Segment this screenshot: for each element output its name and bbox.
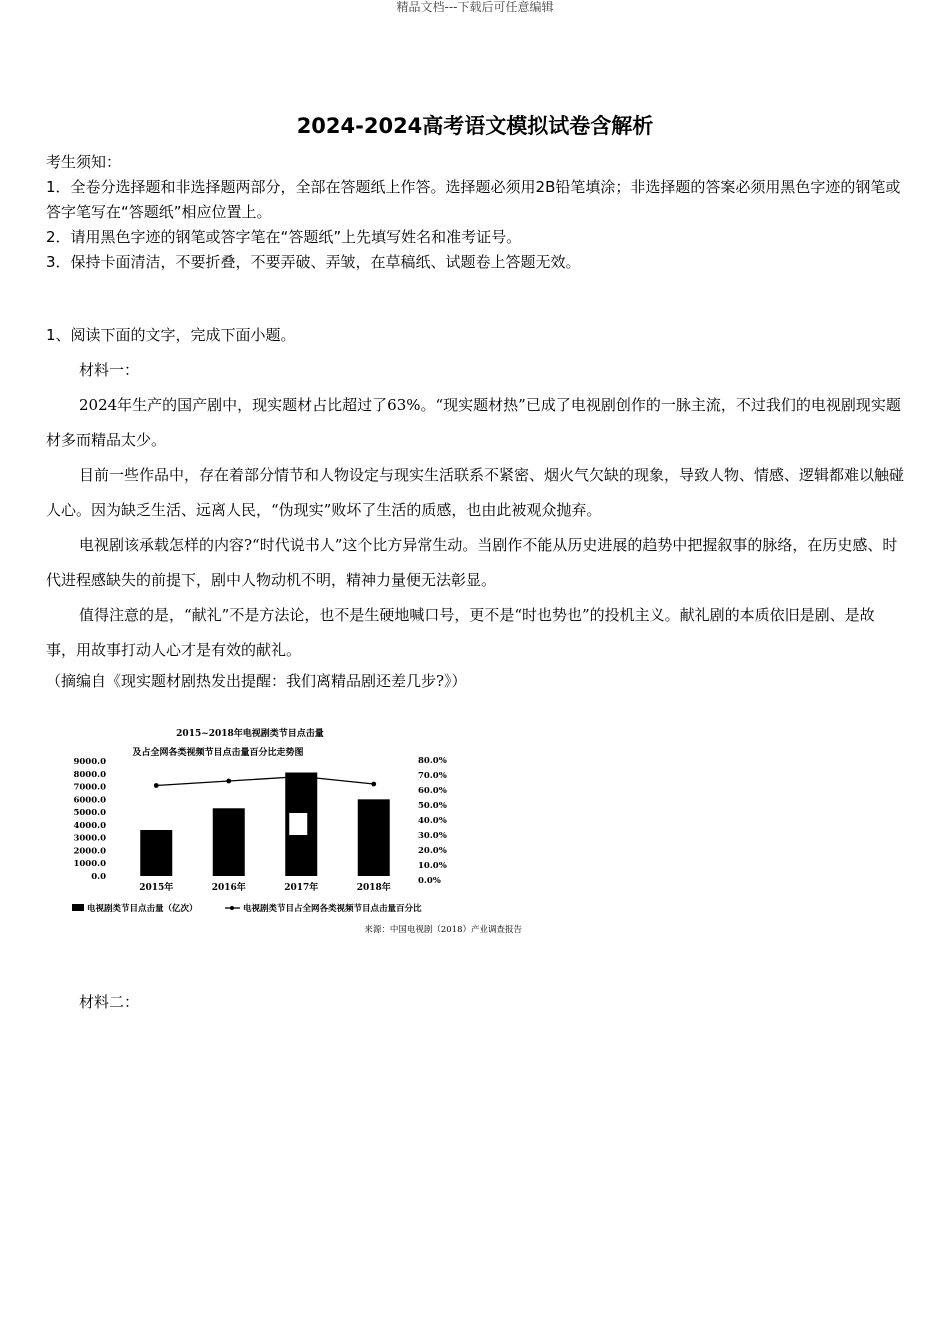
paragraph-2: 目前一些作品中，存在着部分情节和人物设定与现实生活联系不紧密、烟火气欠缺的现象，导致人物、情感、逻辑都难以触碰人心。因为缺乏生活、远离人民，“伪现实”败坏了生活的质感，也由此被观众抛弃。: [46, 466, 905, 519]
y2-axis-tick: 70.0%: [418, 771, 447, 781]
y-axis-tick: 0.0: [91, 872, 106, 882]
notice-item-1: 1．全卷分选择题和非选择题两部分，全部在答题纸上作答。选择题必须用2B铅笔填涂；非选择题的答案必须用黑色字迹的钢笔或答字笔写在“答题纸”相应位置上。: [46, 178, 901, 221]
y-axis-tick: 2000.0: [73, 846, 106, 857]
material-2-label: 材料二：: [79, 993, 140, 1011]
chart-title: 2015~2018年电视剧类节目点击量: [176, 729, 324, 739]
question-prompt: 1、阅读下面的文字，完成下面小题。: [46, 326, 296, 344]
trend-point: [226, 779, 231, 784]
material-2-section: [46, 985, 904, 1020]
bar: [140, 830, 172, 876]
y2-axis-tick: 0.0%: [418, 876, 441, 886]
trend-point: [154, 783, 159, 788]
y-axis-tick: 7000.0: [73, 782, 106, 793]
y2-axis-tick: 80.0%: [418, 756, 447, 766]
y-axis-tick: 8000.0: [73, 769, 106, 780]
paragraph-1: 2024年生产的国产剧中，现实题材占比超过了63%。“现实题材热”已成了电视剧创作的一脉主流，不过我们的电视剧现实题材多而精品太少。: [46, 396, 901, 449]
legend-line-label: 电视剧类节目占全网各类视频节目点击量百分比: [243, 904, 422, 914]
chart-subtitle: 及占全网各类视频节目点击量百分比走势图: [132, 748, 304, 758]
reading-section: [46, 318, 904, 694]
material-1-label: 材料一：: [79, 361, 140, 379]
y2-axis-tick: 10.0%: [418, 861, 447, 871]
y-axis-tick: 1000.0: [73, 859, 106, 870]
notice-heading: 考生须知：: [46, 153, 122, 171]
y2-axis-tick: 40.0%: [418, 816, 447, 826]
x-axis-tick: 2016年: [211, 883, 246, 893]
trend-point: [299, 774, 304, 779]
bar: [213, 808, 245, 876]
chart-canvas: [60, 718, 540, 943]
trend-line: [156, 777, 374, 786]
x-axis-tick: 2017年: [284, 883, 319, 893]
y2-axis-tick: 60.0%: [418, 786, 447, 796]
y-axis-tick: 6000.0: [73, 795, 106, 806]
x-axis-tick: 2015年: [139, 883, 174, 893]
y2-axis-tick: 50.0%: [418, 801, 447, 811]
source-citation: （摘编自《现实题材剧热发出提醒：我们离精品剧还差几步?》）: [46, 672, 467, 690]
paragraph-4: 值得注意的是，“献礼”不是方法论，也不是生硬地喊口号，更不是“时也势也”的投机主义。献礼剧的本质依旧是剧、是故事，用故事打动人心才是有效的献礼。: [46, 606, 875, 659]
clicks-chart: [60, 718, 540, 943]
y2-axis-tick: 30.0%: [418, 831, 447, 841]
legend-line-marker: [230, 906, 234, 910]
y-axis-tick: 5000.0: [73, 808, 106, 819]
bar-label-patch: [289, 813, 307, 835]
y-axis-tick: 4000.0: [73, 820, 106, 831]
x-axis-tick: 2018年: [356, 883, 391, 893]
y-axis-tick: 9000.0: [73, 757, 106, 767]
trend-point: [371, 782, 376, 787]
y2-axis-tick: 20.0%: [418, 846, 447, 856]
chart-source-note: 来源：中国电视剧（2018）产业调查报告: [364, 925, 522, 935]
page-header-watermark: 精品文档---下载后可任意编辑: [396, 0, 554, 14]
legend-bar-swatch: [72, 904, 84, 911]
legend-bar-label: 电视剧类节目点击量（亿次）: [87, 904, 198, 914]
bar: [358, 799, 390, 876]
y-axis-tick: 3000.0: [73, 833, 106, 844]
notice-item-2: 2．请用黑色字迹的钢笔或答字笔在“答题纸”上先填写姓名和准考证号。: [46, 228, 522, 246]
paragraph-3: 电视剧该承载怎样的内容?“时代说书人”这个比方异常生动。当剧作不能从历史进展的趋势中把握叙事的脉络，在历史感、时代进程感缺失的前提下，剧中人物动机不明，精神力量便无法彰显。: [46, 536, 898, 589]
notice-section: [46, 150, 906, 275]
notice-item-3: 3．保持卡面清洁，不要折叠，不要弄破、弄皱，在草稿纸、试题卷上答题无效。: [46, 253, 581, 271]
document-title: 2024-2024高考语文模拟试卷含解析: [296, 114, 654, 138]
